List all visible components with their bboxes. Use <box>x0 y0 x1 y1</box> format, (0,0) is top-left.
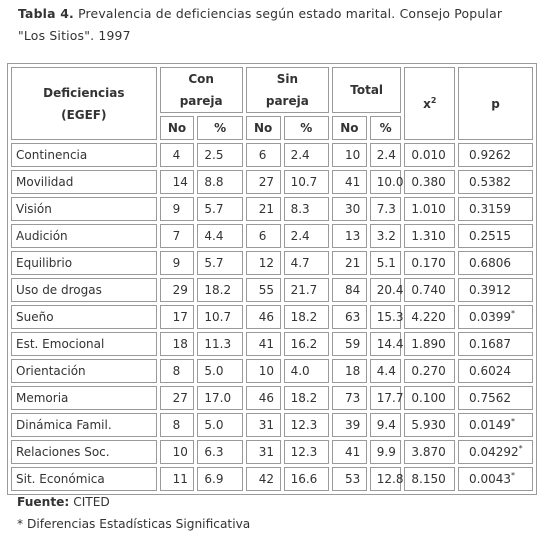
cell-con-pct <box>197 170 242 194</box>
cell-tot-pct <box>370 467 402 491</box>
header-egef-label: (EGEF) <box>61 107 107 122</box>
cell-value: 0.7562 <box>469 391 512 405</box>
header-x2-sup: 2 <box>430 95 437 105</box>
cell-con-pct <box>197 197 242 221</box>
cell-p <box>458 197 533 221</box>
cell-value: 14 <box>172 175 188 189</box>
table-row <box>11 143 533 167</box>
cell-con-pct <box>197 413 242 437</box>
cell-sin-no <box>246 386 281 410</box>
cell-value: 0.170 <box>411 256 446 270</box>
cell-sin-no <box>246 467 281 491</box>
table-row <box>11 170 533 194</box>
cell-value: 5.0 <box>204 418 224 432</box>
cell-value: 4.0 <box>290 364 310 378</box>
cell-name <box>11 386 157 410</box>
cell-tot-no <box>332 278 367 302</box>
cell-tot-pct <box>370 440 402 464</box>
cell-con-pct <box>197 251 242 275</box>
cell-p <box>458 467 533 491</box>
prevalence-table <box>7 63 537 495</box>
cell-sin-pct <box>284 359 329 383</box>
cell-tot-no <box>332 359 367 383</box>
cell-value: 18.2 <box>290 391 318 405</box>
cell-con-no <box>160 332 195 356</box>
cell-value: 27 <box>172 391 188 405</box>
cell-x2 <box>404 386 455 410</box>
cell-value: 5.1 <box>376 256 396 270</box>
cell-sin-no <box>246 440 281 464</box>
cell-tot-pct <box>370 359 402 383</box>
cell-sin-pct <box>284 224 329 248</box>
cell-tot-pct <box>370 197 402 221</box>
cell-sin-pct <box>284 251 329 275</box>
cell-value: 4.4 <box>204 229 224 243</box>
header-con-pct: % <box>197 116 242 140</box>
cell-value: Dinámica Famil. <box>16 418 112 432</box>
cell-value: 11 <box>172 472 188 486</box>
cell-value: 17 <box>172 310 188 324</box>
cell-value: 0.380 <box>411 175 446 189</box>
table-row <box>11 440 533 464</box>
cell-value: 46 <box>258 310 275 324</box>
header-tot-no: No <box>332 116 367 140</box>
cell-x2 <box>404 197 455 221</box>
cell-value: Relaciones Soc. <box>16 445 110 459</box>
cell-x2 <box>404 170 455 194</box>
cell-value: 12.3 <box>290 418 318 432</box>
cell-sin-pct <box>284 170 329 194</box>
cell-con-no <box>160 278 195 302</box>
cell-con-pct <box>197 224 242 248</box>
cell-name <box>11 440 157 464</box>
cell-tot-no <box>332 224 367 248</box>
table-row <box>11 467 533 491</box>
cell-value: Continencia <box>16 148 88 162</box>
cell-value: 21.7 <box>290 283 318 297</box>
cell-value: 63 <box>344 310 361 324</box>
cell-value: 59 <box>344 337 361 351</box>
header-p: p <box>458 67 533 140</box>
cell-value: 9 <box>172 202 181 216</box>
cell-value: 20.4 <box>376 283 404 297</box>
cell-tot-no <box>332 386 367 410</box>
header-x2 <box>404 67 455 140</box>
cell-value: 14.4 <box>376 337 404 351</box>
cell-value: 9.9 <box>376 445 396 459</box>
cell-sin-no <box>246 224 281 248</box>
caption-text: Prevalencia de deficiencias según estado marital. Consejo Popular "Los Sitios". 1997 <box>18 6 503 43</box>
cell-value: Movilidad <box>16 175 74 189</box>
cell-p <box>458 332 533 356</box>
cell-value: 0.1687 <box>469 337 512 351</box>
cell-p <box>458 170 533 194</box>
cell-value: 53 <box>344 472 361 486</box>
header-tot-pct: % <box>370 116 402 140</box>
cell-value: Audición <box>16 229 68 243</box>
header-con-pareja <box>160 67 243 113</box>
cell-value: 5.0 <box>204 364 224 378</box>
table-row <box>11 386 533 410</box>
cell-value: 18 <box>172 337 188 351</box>
cell-value: 9 <box>172 256 181 270</box>
cell-sin-no <box>246 197 281 221</box>
cell-con-no <box>160 224 195 248</box>
cell-con-no <box>160 197 195 221</box>
cell-tot-pct <box>370 224 402 248</box>
cell-value: 4.220 <box>411 310 446 324</box>
cell-value: 0.270 <box>411 364 446 378</box>
cell-tot-no <box>332 197 367 221</box>
cell-value: Orientación <box>16 364 86 378</box>
cell-x2 <box>404 305 455 329</box>
cell-value: 30 <box>344 202 361 216</box>
header-sin-pareja <box>246 67 329 113</box>
cell-value: 0.3912 <box>469 283 512 297</box>
cell-value: 4 <box>172 148 181 162</box>
cell-tot-pct <box>370 143 402 167</box>
cell-tot-no <box>332 440 367 464</box>
cell-value: 5.7 <box>204 256 224 270</box>
cell-value: 10.7 <box>204 310 232 324</box>
cell-sin-no <box>246 359 281 383</box>
cell-value: 2.5 <box>204 148 224 162</box>
cell-con-pct <box>197 305 242 329</box>
cell-value: 84 <box>344 283 361 297</box>
cell-value: 2.4 <box>376 148 396 162</box>
significance-mark: * <box>511 417 516 426</box>
cell-value: 4.7 <box>290 256 310 270</box>
cell-value: 3.870 <box>411 445 446 459</box>
cell-tot-no <box>332 251 367 275</box>
cell-sin-no <box>246 170 281 194</box>
cell-value: 5.7 <box>204 202 224 216</box>
cell-tot-pct <box>370 170 402 194</box>
cell-value: 0.3159 <box>469 202 512 216</box>
cell-value: 11.3 <box>204 337 232 351</box>
cell-value: 41 <box>344 175 361 189</box>
cell-value: 0.0149 <box>469 418 512 432</box>
cell-x2 <box>404 224 455 248</box>
cell-value: 6 <box>258 229 267 243</box>
cell-tot-no <box>332 413 367 437</box>
cell-tot-pct <box>370 251 402 275</box>
cell-value: 10.0 <box>376 175 404 189</box>
cell-value: 16.6 <box>290 472 318 486</box>
cell-value: 73 <box>344 391 361 405</box>
cell-value: 12.8 <box>376 472 404 486</box>
source-label: Fuente: <box>17 495 70 509</box>
cell-value: 0.5382 <box>469 175 512 189</box>
cell-name <box>11 224 157 248</box>
cell-value: Equilibrio <box>16 256 73 270</box>
cell-sin-no <box>246 413 281 437</box>
cell-value: 7.3 <box>376 202 396 216</box>
cell-con-no <box>160 413 195 437</box>
cell-value: Sit. Económica <box>16 472 105 486</box>
significance-mark: * <box>511 471 516 480</box>
header-sin-no: No <box>246 116 281 140</box>
table-row <box>11 278 533 302</box>
cell-con-pct <box>197 143 242 167</box>
cell-con-no <box>160 359 195 383</box>
cell-value: 17.7 <box>376 391 404 405</box>
cell-value: 15.3 <box>376 310 404 324</box>
cell-con-pct <box>197 359 242 383</box>
cell-name <box>11 359 157 383</box>
cell-value: 1.010 <box>411 202 446 216</box>
cell-value: 31 <box>258 445 275 459</box>
cell-sin-pct <box>284 467 329 491</box>
cell-sin-pct <box>284 278 329 302</box>
cell-sin-pct <box>284 440 329 464</box>
cell-value: 10.7 <box>290 175 318 189</box>
header-deficiencias-label: Deficiencias <box>43 85 125 100</box>
cell-tot-no <box>332 170 367 194</box>
cell-sin-pct <box>284 197 329 221</box>
cell-sin-pct <box>284 143 329 167</box>
caption-label: Tabla 4. <box>18 6 74 21</box>
cell-value: 1.310 <box>411 229 446 243</box>
cell-value: 3.2 <box>376 229 396 243</box>
cell-value: 42 <box>258 472 275 486</box>
cell-name <box>11 143 157 167</box>
cell-value: 0.2515 <box>469 229 512 243</box>
cell-con-no <box>160 170 195 194</box>
cell-tot-no <box>332 143 367 167</box>
table-row <box>11 359 533 383</box>
significance-mark: * <box>518 444 523 453</box>
cell-value: 13 <box>344 229 361 243</box>
table-row <box>11 413 533 437</box>
cell-sin-pct <box>284 386 329 410</box>
cell-value: Sueño <box>16 310 54 324</box>
significance-mark: * <box>511 309 516 318</box>
cell-con-no <box>160 467 195 491</box>
cell-con-no <box>160 440 195 464</box>
cell-x2 <box>404 413 455 437</box>
header-pareja-label: pareja <box>179 94 223 108</box>
cell-con-no <box>160 305 195 329</box>
table-row <box>11 332 533 356</box>
cell-value: 0.740 <box>411 283 446 297</box>
cell-sin-no <box>246 251 281 275</box>
cell-value: 6.3 <box>204 445 224 459</box>
cell-value: 0.100 <box>411 391 446 405</box>
cell-con-no <box>160 143 195 167</box>
header-sin-pct: % <box>284 116 329 140</box>
header-x2-label: x <box>423 96 431 111</box>
cell-value: Visión <box>16 202 52 216</box>
cell-x2 <box>404 143 455 167</box>
cell-value: 4.4 <box>376 364 396 378</box>
cell-p <box>458 386 533 410</box>
cell-value: 1.890 <box>411 337 446 351</box>
cell-value: 8 <box>172 418 181 432</box>
cell-value: 41 <box>344 445 361 459</box>
cell-value: 46 <box>258 391 275 405</box>
significance-note: * Diferencias Estadísticas Significativa <box>17 517 251 531</box>
cell-value: 0.6806 <box>469 256 512 270</box>
cell-value: 0.6024 <box>469 364 512 378</box>
cell-name <box>11 332 157 356</box>
cell-value: 12.3 <box>290 445 318 459</box>
cell-p <box>458 359 533 383</box>
cell-sin-no <box>246 332 281 356</box>
cell-sin-no <box>246 278 281 302</box>
cell-tot-pct <box>370 413 402 437</box>
cell-sin-pct <box>284 332 329 356</box>
cell-sin-no <box>246 143 281 167</box>
cell-name <box>11 305 157 329</box>
header-deficiencias <box>11 67 157 140</box>
cell-value: 29 <box>172 283 188 297</box>
cell-tot-pct <box>370 305 402 329</box>
cell-value: 6 <box>258 148 267 162</box>
cell-tot-pct <box>370 332 402 356</box>
cell-con-no <box>160 386 195 410</box>
cell-value: 2.4 <box>290 148 310 162</box>
cell-p <box>458 224 533 248</box>
cell-value: 0.9262 <box>469 148 512 162</box>
cell-value: 16.2 <box>290 337 318 351</box>
cell-x2 <box>404 251 455 275</box>
cell-con-no <box>160 251 195 275</box>
cell-value: 10 <box>172 445 188 459</box>
cell-value: 17.0 <box>204 391 232 405</box>
cell-value: 10 <box>258 364 275 378</box>
cell-name <box>11 197 157 221</box>
cell-p <box>458 143 533 167</box>
cell-value: 0.0399 <box>469 310 512 324</box>
cell-sin-pct <box>284 413 329 437</box>
header-con-no: No <box>160 116 195 140</box>
cell-x2 <box>404 359 455 383</box>
cell-value: Uso de drogas <box>16 283 102 297</box>
cell-p <box>458 305 533 329</box>
cell-value: 41 <box>258 337 275 351</box>
cell-value: 18 <box>344 364 361 378</box>
cell-value: 6.9 <box>204 472 224 486</box>
cell-x2 <box>404 332 455 356</box>
cell-value: 39 <box>344 418 361 432</box>
header-total: Total <box>332 67 401 113</box>
cell-value: 8.8 <box>204 175 224 189</box>
cell-value: 27 <box>258 175 275 189</box>
cell-con-pct <box>197 386 242 410</box>
cell-value: 18.2 <box>290 310 318 324</box>
cell-con-pct <box>197 278 242 302</box>
cell-name <box>11 170 157 194</box>
cell-p <box>458 440 533 464</box>
header-sin-label: Sin <box>276 72 298 86</box>
cell-tot-pct <box>370 386 402 410</box>
cell-value: 8.150 <box>411 472 446 486</box>
cell-sin-pct <box>284 305 329 329</box>
table-row <box>11 251 533 275</box>
cell-value: 55 <box>258 283 275 297</box>
cell-tot-no <box>332 467 367 491</box>
cell-value: 0.0043 <box>469 472 512 486</box>
cell-p <box>458 251 533 275</box>
header-con-label: Con <box>188 72 214 86</box>
cell-value: 18.2 <box>204 283 232 297</box>
cell-tot-pct <box>370 278 402 302</box>
cell-value: Memoria <box>16 391 69 405</box>
cell-value: 2.4 <box>290 229 310 243</box>
cell-tot-no <box>332 305 367 329</box>
table-caption <box>18 3 530 47</box>
cell-value: 9.4 <box>376 418 396 432</box>
cell-name <box>11 467 157 491</box>
cell-p <box>458 413 533 437</box>
cell-value: 7 <box>172 229 181 243</box>
table-row <box>11 305 533 329</box>
cell-value: Est. Emocional <box>16 337 105 351</box>
cell-value: 5.930 <box>411 418 446 432</box>
cell-x2 <box>404 278 455 302</box>
cell-name <box>11 278 157 302</box>
cell-value: 0.04292 <box>469 445 519 459</box>
cell-sin-no <box>246 305 281 329</box>
source-note <box>17 495 110 509</box>
cell-con-pct <box>197 440 242 464</box>
cell-name <box>11 251 157 275</box>
cell-x2 <box>404 467 455 491</box>
cell-value: 8.3 <box>290 202 310 216</box>
cell-value: 21 <box>344 256 361 270</box>
cell-con-pct <box>197 467 242 491</box>
header-pareja-label-2: pareja <box>265 94 309 108</box>
cell-value: 10 <box>344 148 361 162</box>
cell-value: 12 <box>258 256 275 270</box>
cell-p <box>458 278 533 302</box>
cell-name <box>11 413 157 437</box>
cell-value: 8 <box>172 364 181 378</box>
cell-tot-no <box>332 332 367 356</box>
cell-x2 <box>404 440 455 464</box>
table-row <box>11 197 533 221</box>
cell-value: 31 <box>258 418 275 432</box>
cell-value: 21 <box>258 202 275 216</box>
cell-con-pct <box>197 332 242 356</box>
cell-value: 0.010 <box>411 148 446 162</box>
table-row <box>11 224 533 248</box>
source-value: CITED <box>73 495 110 509</box>
